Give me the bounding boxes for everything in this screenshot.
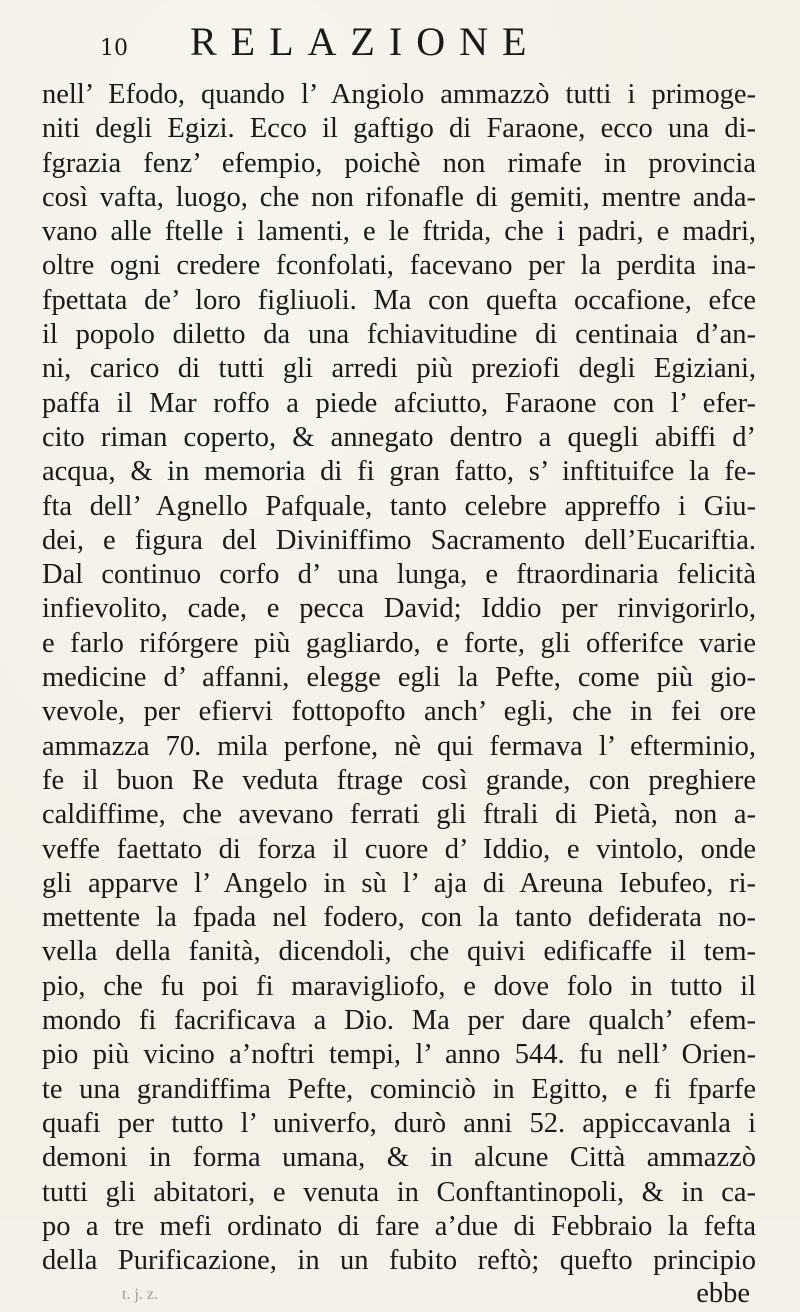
text-line: pio, che fu poi fi maravigliofo, e dove folo in tutto il (42, 970, 756, 1002)
text-line: pio più vicino a’noftri tempi, l’ anno 544. fu nell’ Orien- (42, 1039, 756, 1071)
text-line: acqua, & in memoria di fi gran fatto, s’ inftituifce la fe- (42, 456, 756, 488)
text-line: il popolo diletto da una fchiavitudine di centinaia d’an- (42, 319, 756, 351)
text-line: fta dell’ Agnello Pafquale, tanto celebre appreffo i Giu- (42, 490, 756, 522)
text-line: te una grandiffima Pefte, cominciò in Egitto, e fi fparfe (42, 1073, 756, 1105)
text-line: vella della fanità, dicendoli, che quivi edificaffe il tem- (42, 936, 756, 968)
text-line: fe il buon Re veduta ftrage così grande, con preghiere (42, 764, 756, 796)
signature-mark: t. j. z. (122, 1286, 158, 1304)
body-text (42, 78, 756, 1278)
text-line: così vafta, luogo, che non rifonafle di gemiti, mentre anda- (42, 181, 756, 213)
text-line: gli apparve l’ Angelo in sù l’ aja di Areuna Iebufeo, ri- (42, 867, 756, 899)
catchword: ebbe (696, 1278, 750, 1310)
text-line: Dal continuo corfo d’ una lunga, e ftraordinaria felicità (42, 559, 756, 591)
text-line: po a tre mefi ordinato di fare a’due di Febbraio la fefta (42, 1210, 756, 1242)
text-line: fpettata de’ loro figliuoli. Ma con quefta occafione, efce (42, 284, 756, 316)
text-line: ni, carico di tutti gli arredi più preziofi degli Egiziani, (42, 353, 756, 385)
text-line: vano alle ftelle i lamenti, e le ftrida, che i padri, e madri, (42, 216, 756, 248)
text-line: ammazza 70. mila perfone, nè qui fermava l’ efterminio, (42, 730, 756, 762)
page-header (42, 18, 756, 76)
text-line: della Purificazione, in un fubito reftò; quefto principio (42, 1245, 756, 1277)
text-line: fgrazia fenz’ efempio, poichè non rimafe in provincia (42, 147, 756, 179)
text-line: veffe faettato di forza il cuore d’ Iddio, e vintolo, onde (42, 833, 756, 865)
text-line: quafi per tutto l’ univerfo, durò anni 52. appiccavanla i (42, 1107, 756, 1139)
text-line: tutti gli abitatori, e venuta in Conftantinopoli, & in ca- (42, 1176, 756, 1208)
text-line: medicine d’ affanni, elegge egli la Pefte, come più gio- (42, 662, 756, 694)
text-line: demoni in forma umana, & in alcune Città ammazzò (42, 1142, 756, 1174)
text-line: cito riman coperto, & annegato dentro a quegli abiffi d’ (42, 421, 756, 453)
text-line: caldiffime, che avevano ferrati gli ftrali di Pietà, non a- (42, 799, 756, 831)
text-line: paffa il Mar roffo a piede afciutto, Faraone con l’ efer- (42, 387, 756, 419)
text-line: mondo fi facrificava a Dio. Ma per dare qualch’ efem- (42, 1005, 756, 1037)
text-line: niti degli Egizi. Ecco il gaftigo di Faraone, ecco una di- (42, 113, 756, 145)
text-line: oltre ogni credere fconfolati, facevano per la perdita ina- (42, 250, 756, 282)
page-footer (42, 1278, 756, 1312)
text-line: dei, e figura del Diviniffimo Sacramento dell’Eucariftia. (42, 524, 756, 556)
text-line: mettente la fpada nel fodero, con la tanto defiderata no- (42, 902, 756, 934)
running-title: RELAZIONE (190, 19, 541, 64)
page-number: 10 (100, 36, 128, 61)
text-line: infievolito, cade, e pecca David; Iddio per rinvigorirlo, (42, 593, 756, 625)
text-line: vevole, per efiervi fottopofto anch’ egli, che in fei ore (42, 696, 756, 728)
text-line: e farlo rifórgere più gagliardo, e forte, gli offerifce varie (42, 627, 756, 659)
text-line: nell’ Efodo, quando l’ Angiolo ammazzò tutti i primoge- (42, 79, 756, 110)
